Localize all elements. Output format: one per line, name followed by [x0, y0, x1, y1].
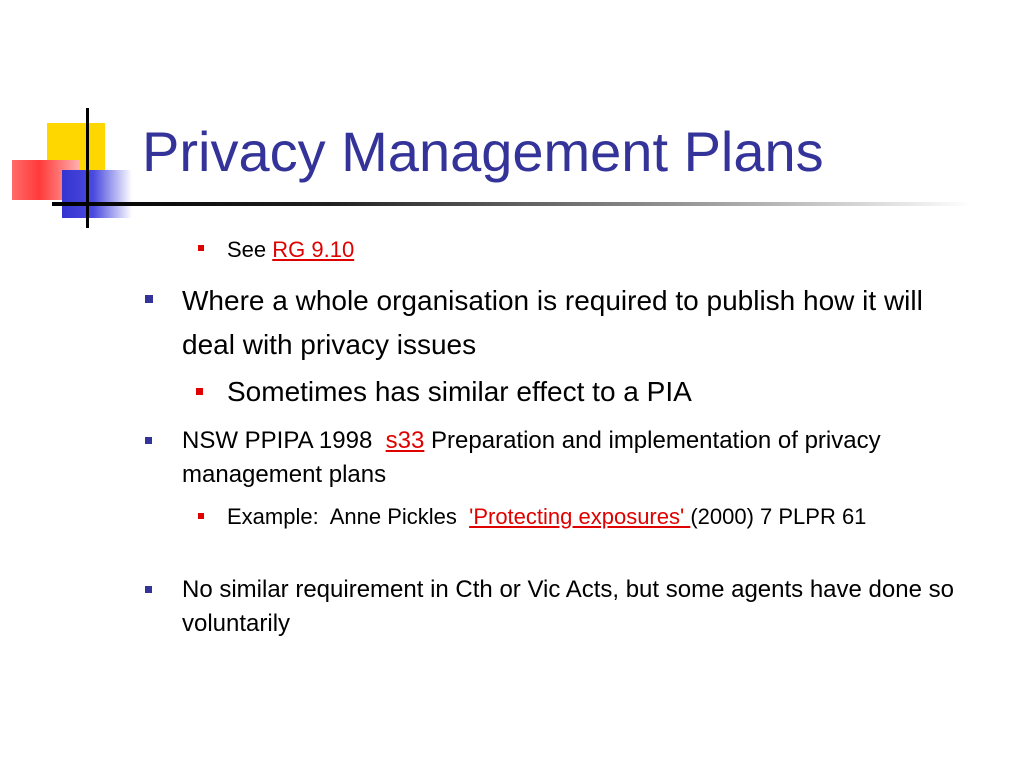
square-bullet-icon [145, 295, 153, 303]
decorative-vertical-line [86, 108, 89, 228]
example-text-pre: Example: Anne Pickles [227, 504, 470, 529]
nsw-text-post: Preparation and implementation of privacy management plans [182, 427, 881, 488]
bullet-see [227, 236, 354, 264]
square-bullet-icon [198, 245, 204, 251]
bullet-sometimes [227, 374, 692, 409]
s33-link[interactable]: s33 [385, 427, 425, 454]
square-bullet-icon [198, 513, 204, 519]
where-text: Where a whole organisation is required to publish how it will deal with privacy issues [182, 285, 923, 360]
bullet-example [227, 501, 987, 532]
see-label: See [227, 237, 273, 262]
no-similar-text: No similar requirement in Cth or Vic Acts, but some agents have done so voluntarily [182, 576, 954, 637]
sometimes-text: Sometimes has similar effect to a PIA [227, 376, 692, 407]
square-bullet-icon [196, 388, 203, 395]
nsw-text-pre: NSW PPIPA 1998 [182, 427, 386, 454]
slide-title: Privacy Management Plans [142, 120, 824, 183]
decorative-blue-square [62, 170, 132, 218]
example-text-post: (2000) 7 PLPR 61 [690, 504, 867, 529]
bullet-no-similar [182, 573, 972, 641]
square-bullet-icon [145, 437, 152, 444]
bullet-where [182, 279, 972, 367]
title-underline [52, 202, 972, 206]
protecting-exposures-link[interactable]: 'Protecting exposures' [469, 504, 691, 529]
square-bullet-icon [145, 586, 152, 593]
bullet-nsw [182, 424, 972, 492]
rg-link[interactable]: RG 9.10 [272, 237, 355, 262]
